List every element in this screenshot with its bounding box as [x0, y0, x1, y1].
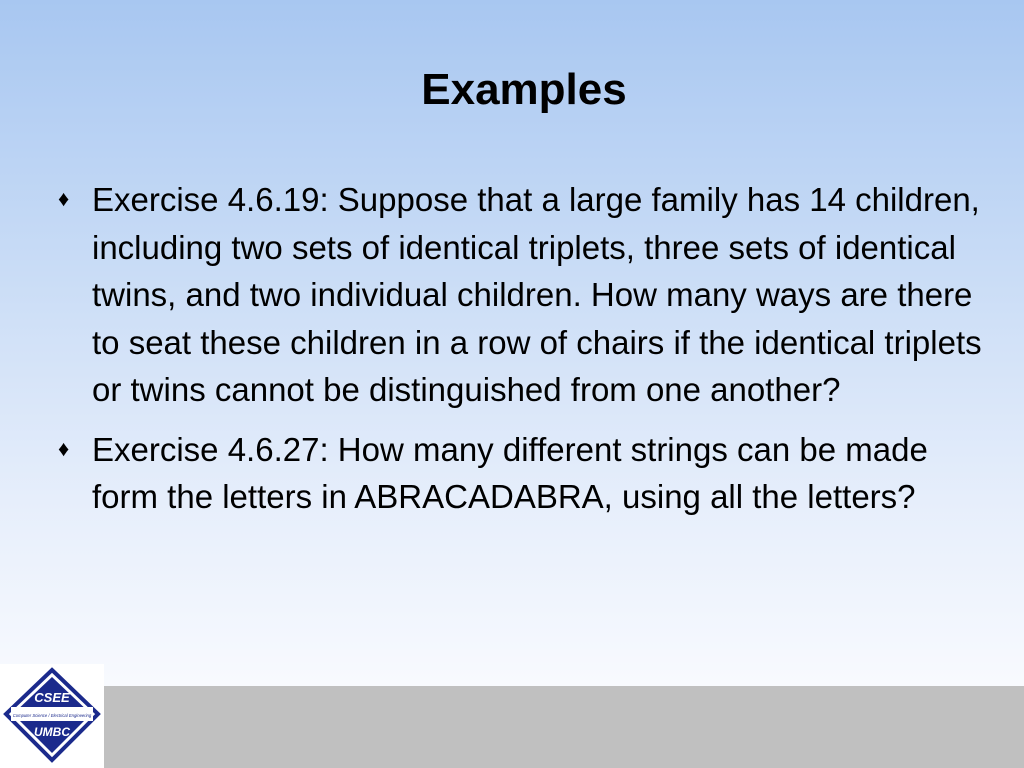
bullet-text: Exercise 4.6.19: Suppose that a large family has 14 children, including two sets of identical triplets, three sets of identical twins, and two individual children. How many ways are there to seat these children in a row of chairs if the identical triplets or twins cannot be distinguished from one another?: [92, 181, 982, 408]
slide-title: Examples: [421, 65, 627, 114]
bullet-item: [58, 426, 998, 521]
logo-middle-text: Computer Science / Electrical Engineering: [12, 713, 92, 718]
bullet-text: Exercise 4.6.27: How many different strings can be made form the letters in ABRACADABRA, using all the letters?: [92, 430, 928, 515]
logo-bottom-text: UMBC: [34, 725, 70, 739]
diamond-bullet-icon: ♦: [58, 435, 70, 461]
diamond-bullet-icon: ♦: [58, 186, 70, 211]
bullet-list: [58, 176, 998, 533]
csee-umbc-logo: [0, 664, 104, 768]
footer-bar: [104, 686, 1024, 768]
csee-logo-icon: [0, 664, 104, 768]
logo-top-text: CSEE: [34, 690, 70, 705]
bullet-item: [58, 176, 998, 414]
